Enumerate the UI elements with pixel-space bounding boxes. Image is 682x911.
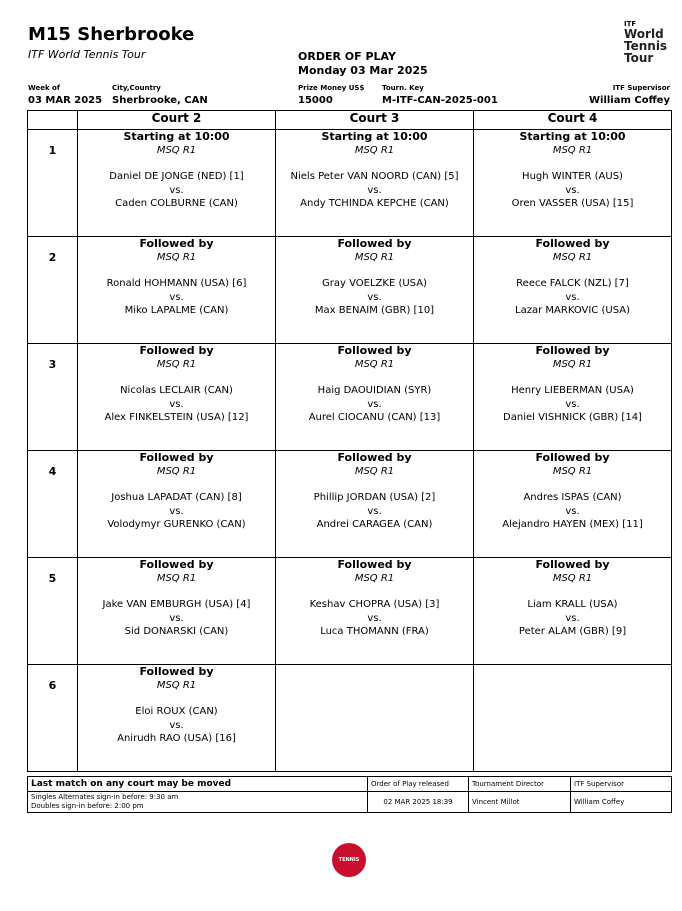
schedule-row bbox=[28, 130, 672, 237]
player-two: Andrei CARAGEA (CAN) bbox=[316, 519, 433, 530]
row-number: 1 bbox=[28, 130, 78, 237]
player-one: Haig DAOUIDIAN (SYR) bbox=[317, 385, 432, 396]
player-one: Nicolas LECLAIR (CAN) bbox=[120, 385, 233, 396]
versus-label: vs. bbox=[367, 398, 382, 410]
player-two: Max BENAIM (GBR) [10] bbox=[314, 305, 435, 316]
match-start-label: Followed by bbox=[139, 237, 214, 250]
player-one: Niels Peter VAN NOORD (CAN) [5] bbox=[290, 171, 459, 182]
row-number: 4 bbox=[28, 451, 78, 558]
round-label: MSQ R1 bbox=[552, 572, 593, 584]
player-one: Andres ISPAS (CAN) bbox=[523, 492, 622, 503]
sign-in-notes bbox=[28, 792, 368, 813]
round-label: MSQ R1 bbox=[552, 144, 593, 156]
versus-label: vs. bbox=[565, 398, 580, 410]
versus-label: vs. bbox=[169, 398, 184, 410]
round-label: MSQ R1 bbox=[156, 679, 197, 691]
match-cell bbox=[78, 558, 276, 665]
schedule-row bbox=[28, 451, 672, 558]
player-one: Eloi ROUX (CAN) bbox=[135, 706, 218, 717]
match-cell bbox=[78, 130, 276, 237]
prize-label: Prize Money US$ bbox=[298, 84, 365, 92]
match-cell bbox=[474, 451, 672, 558]
schedule-row bbox=[28, 344, 672, 451]
court-header: Court 2 bbox=[78, 111, 276, 130]
match-start-label: Starting at 10:00 bbox=[123, 130, 230, 143]
tour-subtitle: ITF World Tennis Tour bbox=[28, 48, 146, 61]
player-one: Daniel DE JONGE (NED) [1] bbox=[109, 171, 244, 182]
player-two: Sid DONARSKI (CAN) bbox=[124, 626, 229, 637]
schedule-row bbox=[28, 665, 672, 772]
round-label: MSQ R1 bbox=[156, 358, 197, 370]
tennis-canada-logo: TENNIS CANADA bbox=[332, 843, 366, 877]
released-value: 02 MAR 2025 18:39 bbox=[368, 792, 469, 813]
player-two: Luca THOMANN (FRA) bbox=[320, 626, 429, 637]
last-match-note: Last match on any court may be moved bbox=[28, 777, 368, 792]
order-of-play-grid bbox=[27, 110, 672, 772]
player-one: Henry LIEBERMAN (USA) bbox=[511, 385, 634, 396]
tourn-key-value: M-ITF-CAN-2025-001 bbox=[382, 95, 498, 106]
match-cell bbox=[276, 344, 474, 451]
row-number: 6 bbox=[28, 665, 78, 772]
round-label: MSQ R1 bbox=[354, 144, 395, 156]
schedule-row bbox=[28, 237, 672, 344]
empty-match-cell bbox=[276, 665, 474, 772]
round-label: MSQ R1 bbox=[354, 251, 395, 263]
match-start-label: Followed by bbox=[535, 451, 610, 464]
empty-match-cell bbox=[474, 665, 672, 772]
round-label: MSQ R1 bbox=[354, 358, 395, 370]
versus-label: vs. bbox=[367, 505, 382, 517]
city-value: Sherbrooke, CAN bbox=[112, 95, 208, 106]
versus-label: vs. bbox=[367, 612, 382, 624]
match-cell bbox=[78, 451, 276, 558]
player-two: Aurel CIOCANU (CAN) [13] bbox=[308, 412, 441, 423]
td-label: Tournament Director bbox=[469, 777, 571, 792]
versus-label: vs. bbox=[169, 505, 184, 517]
logo-line-1: ITF bbox=[624, 20, 637, 28]
match-start-label: Followed by bbox=[139, 344, 214, 357]
schedule-row bbox=[28, 558, 672, 665]
player-two: Caden COLBURNE (CAN) bbox=[115, 198, 238, 209]
player-two: Alex FINKELSTEIN (USA) [12] bbox=[104, 412, 249, 423]
player-two: Volodymyr GURENKO (CAN) bbox=[107, 519, 246, 530]
round-label: MSQ R1 bbox=[354, 465, 395, 477]
player-one: Liam KRALL (USA) bbox=[527, 599, 618, 610]
logo-line-4: Tour bbox=[624, 51, 654, 65]
player-one: Reece FALCK (NZL) [7] bbox=[516, 278, 629, 289]
versus-label: vs. bbox=[169, 719, 184, 731]
row-number: 3 bbox=[28, 344, 78, 451]
match-start-label: Followed by bbox=[535, 237, 610, 250]
match-start-label: Followed by bbox=[139, 451, 214, 464]
player-one: Keshav CHOPRA (USA) [3] bbox=[309, 599, 440, 610]
player-two: Miko LAPALME (CAN) bbox=[124, 305, 229, 316]
versus-label: vs. bbox=[565, 505, 580, 517]
row-number: 2 bbox=[28, 237, 78, 344]
match-cell bbox=[474, 344, 672, 451]
player-one: Jake VAN EMBURGH (USA) [4] bbox=[102, 599, 251, 610]
player-two: Peter ALAM (GBR) [9] bbox=[518, 626, 627, 637]
td-value: Vincent Millot bbox=[469, 792, 571, 813]
doubles-sign-in: Doubles sign-in before: 2:00 pm bbox=[31, 802, 144, 810]
round-label: MSQ R1 bbox=[552, 358, 593, 370]
versus-label: vs. bbox=[367, 184, 382, 196]
player-two: Daniel VISHNICK (GBR) [14] bbox=[503, 412, 642, 423]
match-start-label: Followed by bbox=[337, 237, 412, 250]
round-label: MSQ R1 bbox=[156, 144, 197, 156]
released-label: Order of Play released bbox=[368, 777, 469, 792]
court-header: Court 3 bbox=[276, 111, 474, 130]
court-header-row bbox=[28, 111, 672, 130]
supervisor-label: ITF Supervisor bbox=[612, 84, 670, 92]
court-header: Court 4 bbox=[474, 111, 672, 130]
versus-label: vs. bbox=[367, 291, 382, 303]
player-one: Joshua LAPADAT (CAN) [8] bbox=[111, 492, 242, 503]
tournament-title: M15 Sherbrooke bbox=[28, 24, 195, 45]
round-label: MSQ R1 bbox=[552, 251, 593, 263]
order-title: ORDER OF PLAY bbox=[298, 50, 396, 63]
order-of-play-heading bbox=[298, 50, 428, 78]
week-label: Week of bbox=[28, 84, 60, 92]
match-cell bbox=[276, 451, 474, 558]
player-two: Alejandro HAYEN (MEX) [11] bbox=[502, 519, 643, 530]
match-start-label: Followed by bbox=[337, 344, 412, 357]
round-label: MSQ R1 bbox=[552, 465, 593, 477]
round-label: MSQ R1 bbox=[156, 251, 197, 263]
match-start-label: Followed by bbox=[337, 558, 412, 571]
round-label: MSQ R1 bbox=[156, 572, 197, 584]
logo-line-2: World bbox=[624, 27, 664, 41]
order-date: Monday 03 Mar 2025 bbox=[298, 64, 428, 77]
corner-cell bbox=[28, 111, 78, 130]
logo-line-3: Tennis bbox=[624, 39, 668, 53]
match-cell bbox=[474, 558, 672, 665]
versus-label: vs. bbox=[565, 184, 580, 196]
match-cell bbox=[78, 344, 276, 451]
versus-label: vs. bbox=[169, 291, 184, 303]
round-label: MSQ R1 bbox=[156, 465, 197, 477]
tourn-key-label: Tourn. Key bbox=[382, 84, 424, 92]
player-two: Andy TCHINDA KEPCHE (CAN) bbox=[300, 198, 449, 209]
match-start-label: Followed by bbox=[535, 344, 610, 357]
player-two: Lazar MARKOVIC (USA) bbox=[515, 305, 630, 316]
match-cell bbox=[474, 130, 672, 237]
player-one: Gray VOELZKE (USA) bbox=[322, 278, 427, 289]
match-start-label: Followed by bbox=[337, 451, 412, 464]
player-two: Oren VASSER (USA) [15] bbox=[511, 198, 634, 209]
supervisor-value: William Coffey bbox=[588, 95, 670, 106]
match-cell bbox=[276, 558, 474, 665]
versus-label: vs. bbox=[565, 291, 580, 303]
footer-table bbox=[27, 776, 672, 813]
week-value: 03 MAR 2025 bbox=[28, 95, 103, 106]
player-one: Ronald HOHMANN (USA) [6] bbox=[106, 278, 247, 289]
match-cell bbox=[276, 130, 474, 237]
match-cell bbox=[78, 665, 276, 772]
footer-supervisor-value: William Coffey bbox=[571, 792, 672, 813]
match-start-label: Followed by bbox=[139, 558, 214, 571]
prize-value: 15000 bbox=[298, 95, 333, 106]
row-number: 5 bbox=[28, 558, 78, 665]
itf-world-tennis-tour-logo bbox=[624, 20, 674, 70]
match-start-label: Followed by bbox=[139, 665, 214, 678]
match-cell bbox=[474, 237, 672, 344]
footer-supervisor-label: ITF Supervisor bbox=[571, 777, 672, 792]
match-cell bbox=[276, 237, 474, 344]
match-start-label: Starting at 10:00 bbox=[321, 130, 428, 143]
versus-label: vs. bbox=[565, 612, 580, 624]
singles-sign-in: Singles Alternates sign-in before: 9:30 am bbox=[31, 793, 179, 801]
city-label: City,Country bbox=[112, 84, 161, 92]
match-start-label: Followed by bbox=[535, 558, 610, 571]
player-two: Anirudh RAO (USA) [16] bbox=[117, 733, 236, 744]
versus-label: vs. bbox=[169, 184, 184, 196]
player-one: Phillip JORDAN (USA) [2] bbox=[313, 492, 436, 503]
match-start-label: Starting at 10:00 bbox=[519, 130, 626, 143]
versus-label: vs. bbox=[169, 612, 184, 624]
match-cell bbox=[78, 237, 276, 344]
round-label: MSQ R1 bbox=[354, 572, 395, 584]
player-one: Hugh WINTER (AUS) bbox=[522, 171, 623, 182]
